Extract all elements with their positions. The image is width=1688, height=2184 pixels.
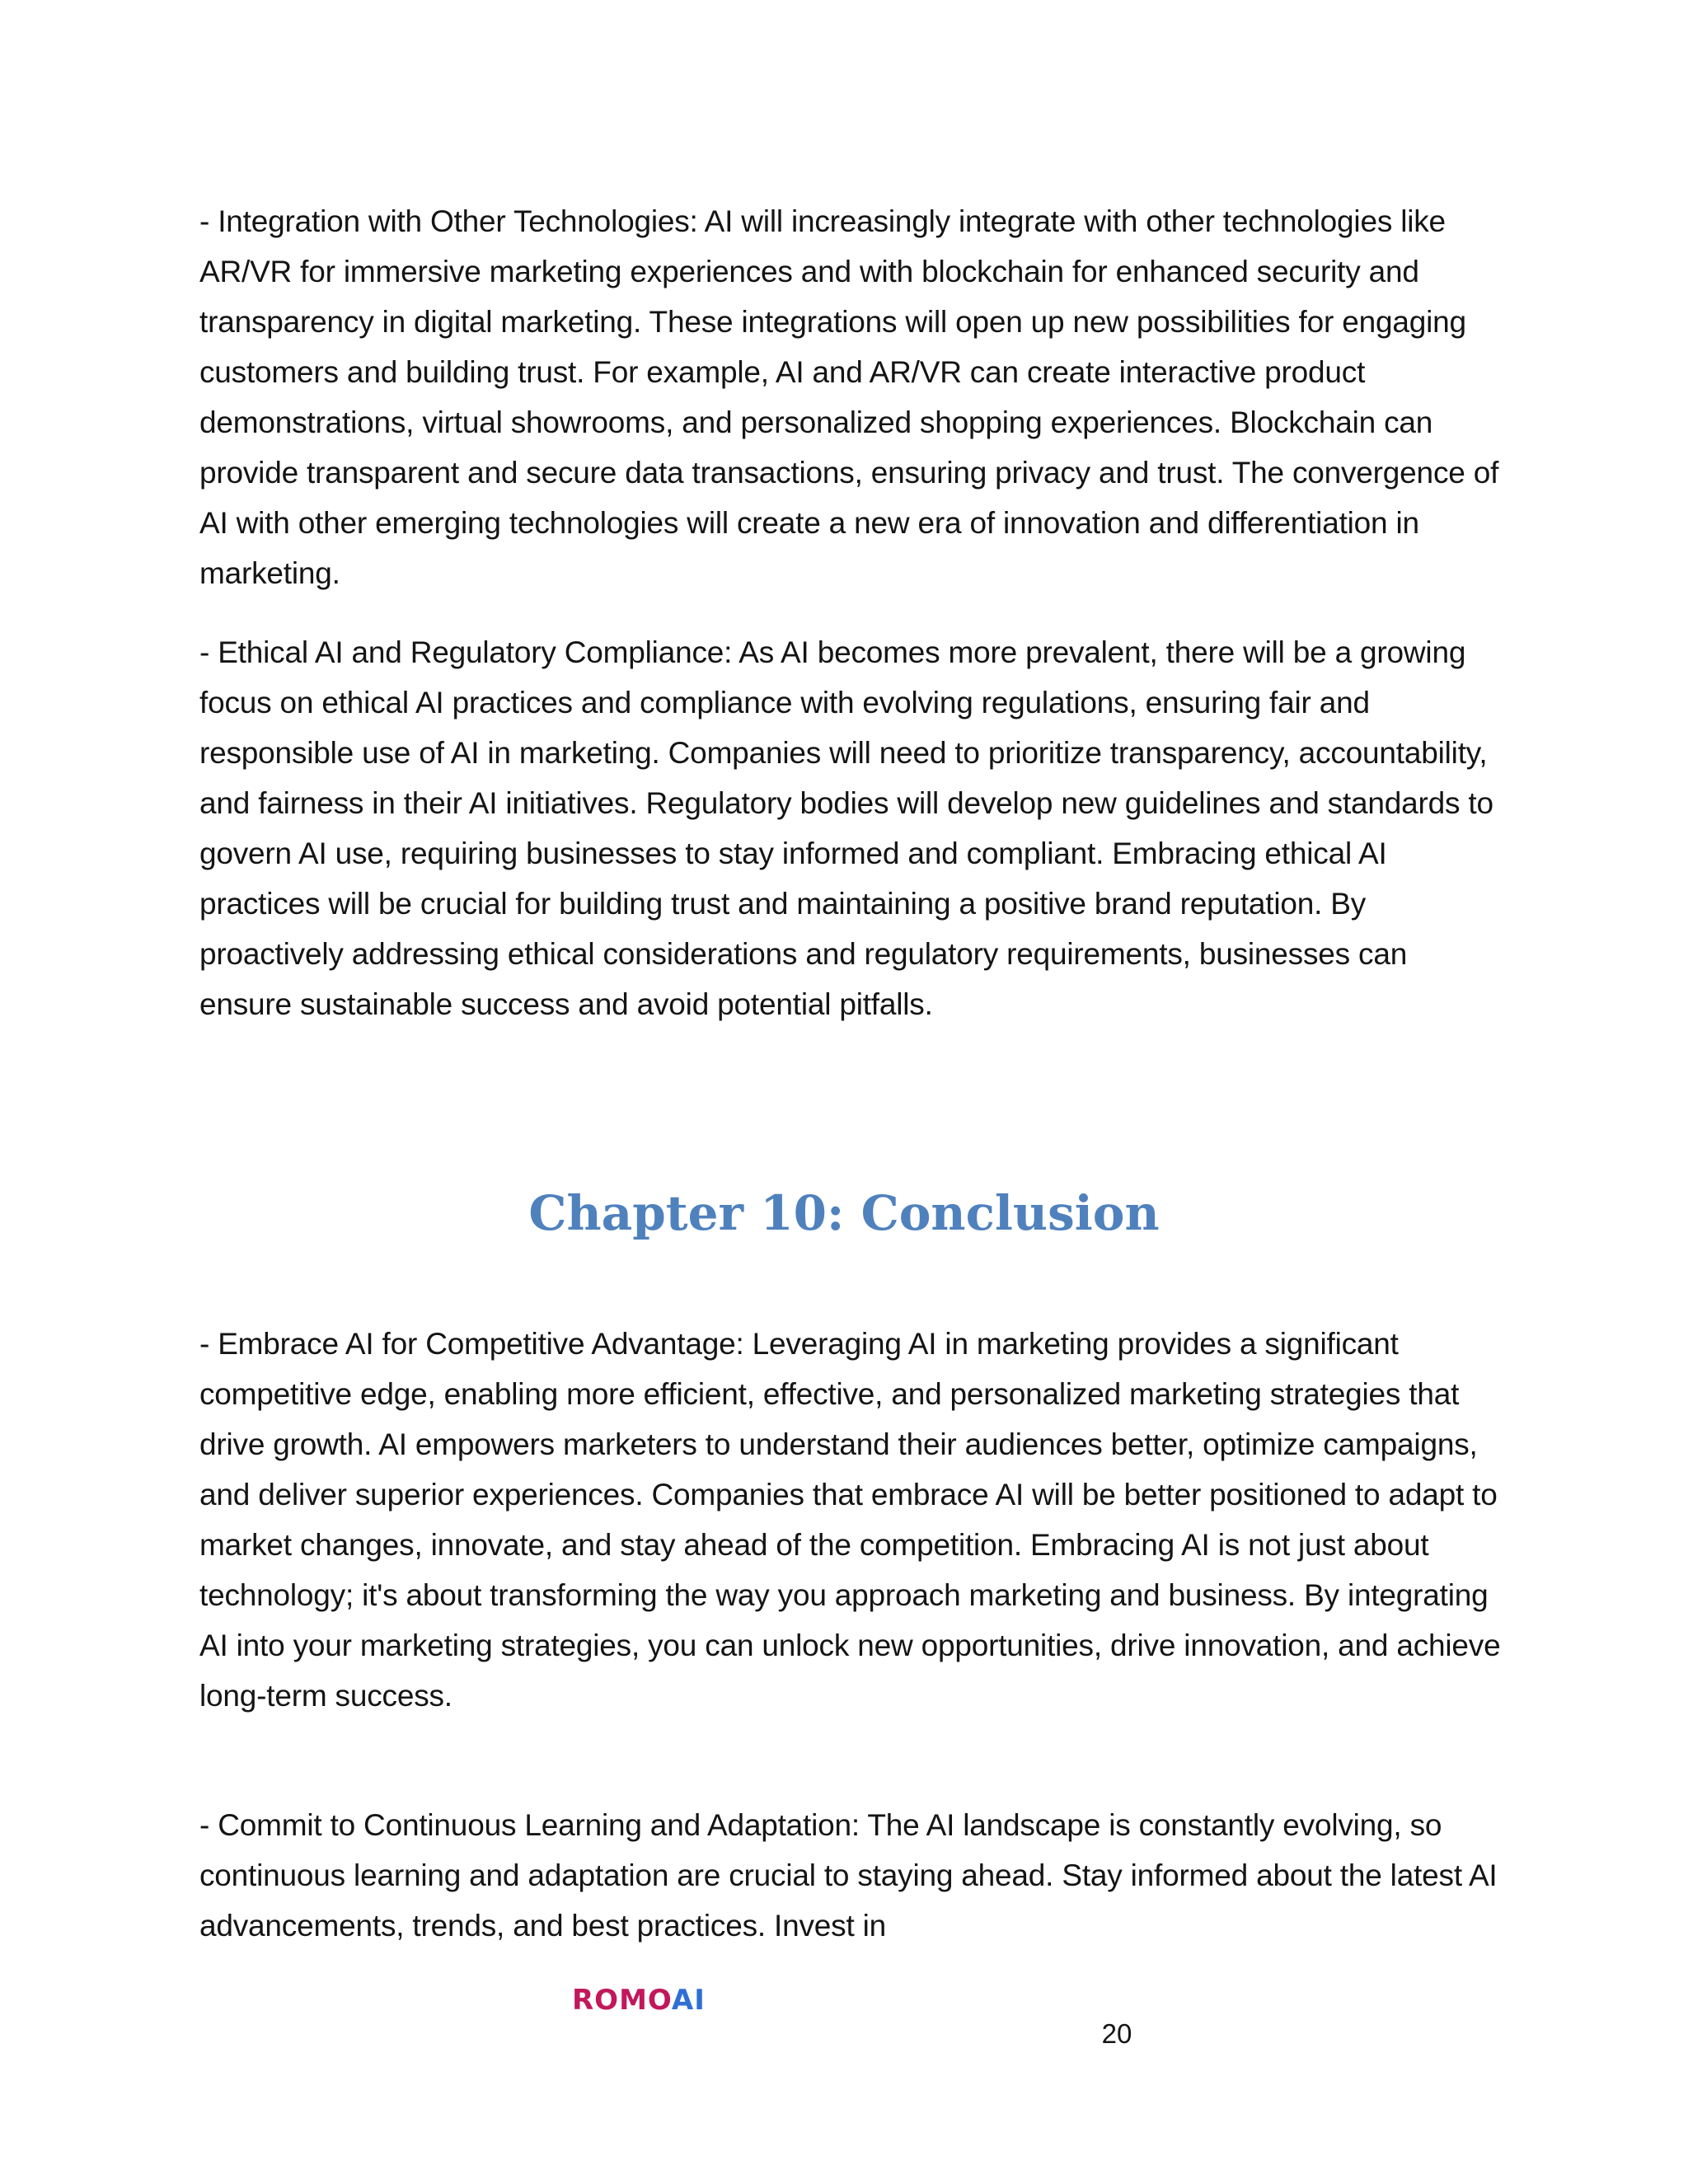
paragraph-embrace-ai: - Embrace AI for Competitive Advantage: Leveraging AI in marketing provides a significant competitive edge, enabling more efficient, effective, and personalized marketing strategies that drive growth. AI empowers marketers to understand their audiences better, optimize campaigns, and deliver superior experiences. Companies that embrace AI will be better positioned to adapt to market changes, innovate, and stay ahead of the competition. Embracing AI is not just about technology; it's about transforming the way you approach marketing and business. By integrating AI into your marketing strategies, you can unlock new opportunities, drive innovation, and achieve long-term success. [199, 1327, 1501, 1713]
page-number: 20 [1101, 2018, 1132, 2049]
logo-text-romo: ROMO [572, 1984, 672, 2017]
romoai-logo [572, 1982, 706, 2018]
paragraph-ethical-ai: - Ethical AI and Regulatory Compliance: As AI becomes more prevalent, there will be a growing focus on ethical AI practices and compliance with evolving regulations, ensuring fair and responsible use of AI in marketing. Companies will need to prioritize transparency, accountability, and fairness in their AI initiatives. Regulatory bodies will develop new guidelines and standards to govern AI use, requiring businesses to stay informed and compliant. Embracing ethical AI practices will be crucial for building trust and maintaining a positive brand reputation. By proactively addressing ethical considerations and regulatory requirements, businesses can ensure sustainable success and avoid potential pitfalls. [199, 635, 1493, 1021]
paragraph-continuous-learning: - Commit to Continuous Learning and Adaptation: The AI landscape is constantly evolving, so continuous learning and adaptation are crucial to staying ahead. Stay informed about the latest AI advancements, trends, and best practices. Invest in [199, 1808, 1498, 1943]
chapter-heading: Chapter 10: Conclusion [528, 1185, 1160, 1241]
paragraph-integration: - Integration with Other Technologies: AI will increasingly integrate with other technologies like AR/VR for immersive marketing experiences and with blockchain for enhanced security and transparency in digital marketing. These integrations will open up new possibilities for engaging customers and building trust. For example, AI and AR/VR can create interactive product demonstrations, virtual showrooms, and personalized shopping experiences. Blockchain can provide transparent and secure data transactions, ensuring privacy and trust. The convergence of AI with other emerging technologies will create a new era of innovation and differentiation in marketing. [199, 204, 1499, 590]
logo-text-ai: AI [671, 1984, 706, 2017]
